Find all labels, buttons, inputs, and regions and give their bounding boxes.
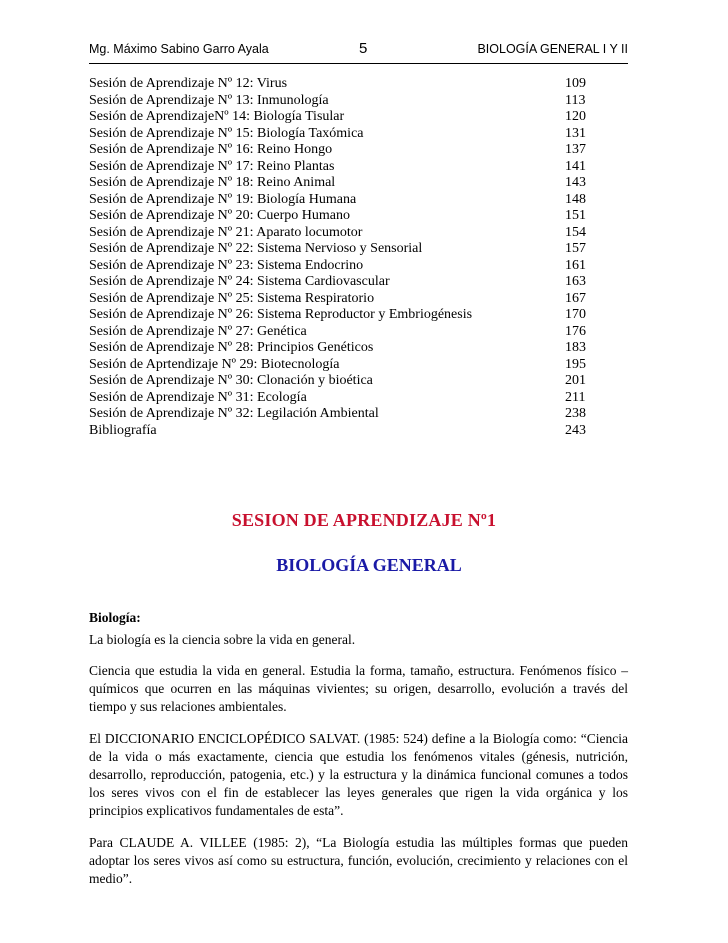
toc-entry-page: 154 (565, 224, 586, 240)
toc-entry-page: 113 (565, 92, 586, 108)
toc-entry-page: 176 (565, 323, 586, 339)
toc-entry-page: 167 (565, 290, 586, 306)
toc-entry (89, 390, 628, 407)
body-paragraph: La biología es la ciencia sobre la vida en general. (89, 632, 356, 647)
toc-entry (89, 93, 628, 110)
toc-entry (89, 208, 628, 225)
toc-entry-page: 141 (565, 158, 586, 174)
toc-entry (89, 142, 628, 159)
toc-entry-title: Sesión de Aprendizaje Nº 28: Principios Genéticos (89, 340, 374, 355)
section-heading: Biología: (89, 610, 141, 625)
toc-entry-title: Sesión de Aprendizaje Nº 16: Reino Hongo (89, 142, 333, 157)
toc-entry (89, 175, 628, 192)
toc-entry-page: 120 (565, 109, 586, 124)
toc-entry-page: 157 (565, 241, 586, 256)
section-subtitle: BIOLOGÍA GENERAL (276, 555, 462, 575)
toc-entry-page: 170 (565, 307, 586, 322)
toc-entry (89, 192, 628, 209)
toc-entry (89, 324, 628, 341)
toc-entry-title: Sesión de Aprendizaje Nº 26: Sistema Reproductor y Embriogénesis (89, 307, 473, 322)
toc-entry (89, 159, 628, 176)
toc-entry-title: Sesión de Aprendizaje Nº 13: Inmunología (89, 92, 329, 108)
section-title: SESION DE APRENDIZAJE Nº1 (231, 510, 497, 530)
toc-entry (89, 225, 628, 242)
toc-entry (89, 373, 628, 390)
body-paragraph: Ciencia que estudia la vida en general. Estudia la forma, tamaño, estructura. Fenómenos físico – químicos que ocurren en las máquinas vivientes; su origen, desarrollo, evolución a través del tiempo y sus relaciones ambientales. (89, 663, 628, 714)
toc-entry-title: Sesión de Aprendizaje Nº 20: Cuerpo Humano (89, 208, 350, 223)
body-paragraph: El DICCIONARIO ENCICLOPÉDICO SALVAT. (1985: 524) define a la Biología como: “Ciencia de la vida o más exactamente, ciencia que estudia los fenómenos vitales (génesis, nutrición, desarrollo, reproducción, patogenia, etc.) y la estructura y la dinámica funcional comunes a todos los seres vivos con el fin de establecer las leyes generales que rigen la vida orgánica y los principios explicativos fundamentales de esta”. (89, 731, 628, 818)
toc-entry-page: 148 (565, 191, 586, 207)
toc-entry-title: Sesión de Aprendizaje Nº 27: Genética (89, 323, 307, 339)
toc-entry-page: 195 (565, 356, 586, 372)
toc-entry-page: 201 (565, 373, 586, 388)
toc-entry (89, 307, 628, 324)
toc-entry-title: Sesión de Aprendizaje Nº 24: Sistema Cardiovascular (89, 274, 390, 289)
toc-entry-page: 183 (565, 340, 586, 355)
toc-entry-title: Bibliografía (89, 422, 157, 438)
toc-entry-page: 109 (565, 76, 586, 91)
header-divider (89, 63, 628, 64)
toc-entry-title: Sesión de Aprendizaje Nº 19: Biología Humana (89, 191, 357, 207)
toc-entry-title: Sesión de Aprendizaje Nº 21: Aparato locumotor (89, 224, 363, 240)
toc-entry-page: 238 (565, 406, 586, 421)
header-page-number: 5 (359, 40, 368, 57)
toc-entry (89, 423, 628, 440)
toc-entry (89, 241, 628, 258)
toc-entry (89, 258, 628, 275)
toc-entry (89, 274, 628, 291)
toc-entry-title: Sesión de Aprendizaje Nº 31: Ecología (89, 389, 307, 405)
toc-entry (89, 357, 628, 374)
toc-entry (89, 109, 628, 126)
toc-entry-title: Sesión de Aprendizaje Nº 12: Virus (89, 76, 288, 91)
toc-entry-page: 163 (565, 274, 586, 289)
toc-entry-title: Sesión de Aprendizaje Nº 18: Reino Animal (89, 175, 336, 190)
toc-entry-page: 137 (565, 142, 586, 157)
toc-entry-page: 151 (565, 208, 586, 223)
toc-entry-title: Sesión de Aprendizaje Nº 17: Reino Plantas (89, 158, 335, 174)
page-header (89, 40, 628, 58)
toc-entry-page: 161 (565, 257, 586, 273)
header-course-title: BIOLOGÍA GENERAL I Y II (477, 42, 628, 56)
toc-entry-title: Sesión de Aprendizaje Nº 23: Sistema Endocrino (89, 257, 364, 273)
section-body (89, 609, 628, 902)
toc-entry (89, 126, 628, 143)
body-paragraph: Para CLAUDE A. VILLEE (1985: 2), “La Biología estudia las múltiples formas que pueden adoptar los seres vivos así como su estructura, función, evolución, crecimiento y relaciones con el medio”. (89, 835, 628, 886)
toc-entry-title: Sesión de Aprendizaje Nº 25: Sistema Respiratorio (89, 290, 375, 306)
toc-entry-page: 243 (565, 422, 586, 438)
toc-entry (89, 406, 628, 423)
toc-entry (89, 340, 628, 357)
table-of-contents (89, 76, 628, 439)
toc-entry-title: Sesión de Aprendizaje Nº 15: Biología Taxómica (89, 125, 364, 141)
toc-entry-title: Sesión de Aprendizaje Nº 22: Sistema Nervioso y Sensorial (89, 241, 423, 256)
toc-entry-title: Sesión de Aprtendizaje Nº 29: Biotecnología (89, 356, 340, 372)
toc-entry (89, 291, 628, 308)
toc-entry-title: Sesión de Aprendizaje Nº 30: Clonación y bioética (89, 373, 373, 388)
toc-entry-title: Sesión de Aprendizaje Nº 32: Legilación Ambiental (89, 406, 379, 421)
toc-entry-title: Sesión de AprendizajeNº 14: Biología Tisular (89, 109, 345, 124)
toc-entry-page: 143 (565, 175, 586, 190)
toc-entry (89, 76, 628, 93)
toc-entry-page: 211 (565, 389, 586, 405)
toc-entry-page: 131 (565, 125, 586, 141)
header-author: Mg. Máximo Sabino Garro Ayala (89, 42, 269, 56)
